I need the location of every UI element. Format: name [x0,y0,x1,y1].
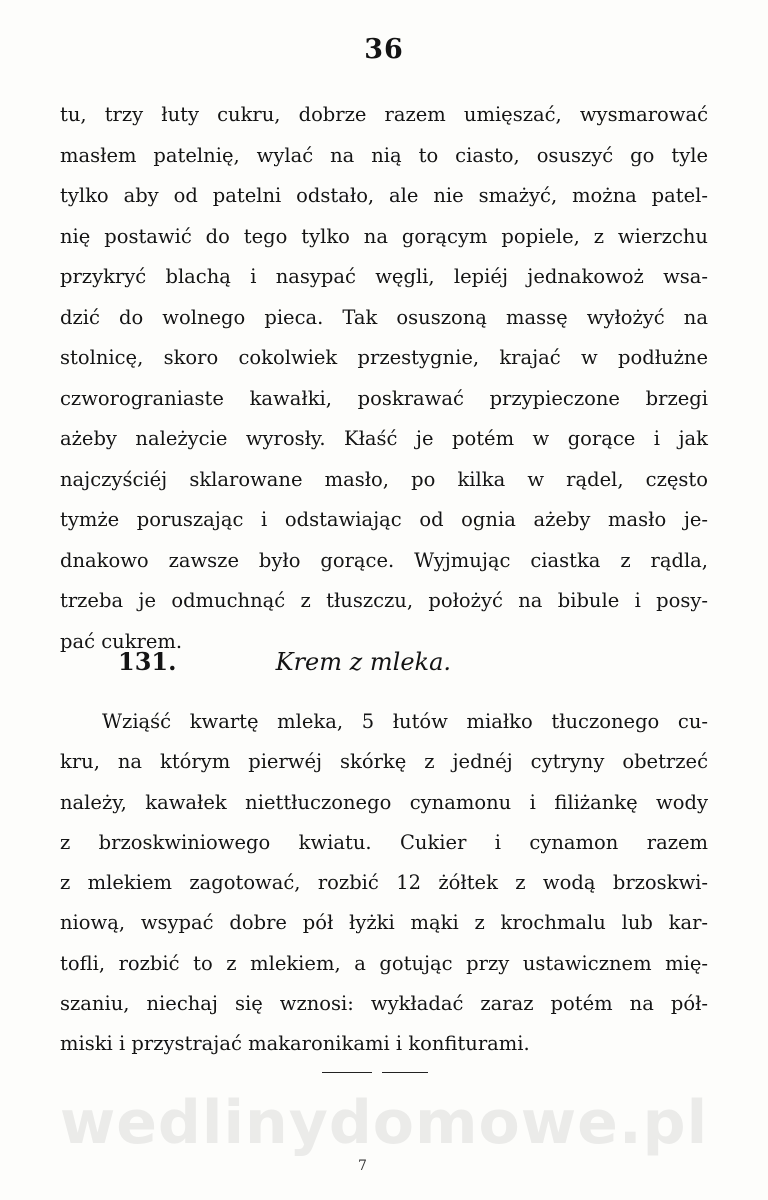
recipe-number: 131. [118,647,177,676]
text-line: tylko aby od patelni odstało, ale nie smażyć, można patel- [60,184,708,207]
text-line: trzeba je odmuchnąć z tłuszczu, położyć na bibule i posy- [60,589,708,612]
text-line: czworograniaste kawałki, poskrawać przypieczone brzegi [60,386,708,410]
text-line: masłem patelnię, wylać na nią to ciasto, osuszyć go tyle [60,143,708,167]
text-line: najczyściéj sklarowane masło, po kilka w rądel, często [60,467,708,491]
text-line: tymże poruszając i odstawiając od ognia ażeby masło je- [60,508,708,531]
text-line: stolnicę, skoro cokolwiek przestygnie, krajać w podłużne [60,346,708,369]
text-line: szaniu, niechaj się wznosi: wykładać zaraz potém na pół- [60,992,708,1016]
recipe-title: Krem z mleka. [275,648,452,676]
text-line: Wziąść kwartę mleka, 5 łutów miałko tłuczonego cu- [102,710,708,733]
text-line: należy, kawałek niettłuczonego cynamonu i filiżankę wody [60,790,708,814]
text-line: z brzoskwiniowego kwiatu. Cukier i cynamon razem [60,830,708,854]
text-line: dzić do wolnego pieca. Tak osuszoną massę wyłożyć na [60,305,708,329]
text-line: z mlekiem zagotować, rozbić 12 żółtek z wodą brzoskwi- [60,871,708,895]
text-line: miski i przystrajać makaronikami i konfiturami. [60,1032,530,1056]
text-line: przykryć blachą i nasypać węgli, lepiéj jednakowoż wsa- [60,265,708,288]
end-rule-right [382,1072,428,1073]
text-line: tu, trzy łuty cukru, dobrze razem umięszać, wysmarować [60,103,708,126]
page-number: 36 [364,34,404,65]
text-line: niową, wsypać dobre pół łyżki mąki z krochmalu lub kar- [60,911,708,935]
footer-mark: 7 [358,1158,367,1174]
paragraph-recipe [60,702,708,1065]
text-line: kru, na którym pierwéj skórkę z jednéj cytryny obetrzeć [60,750,708,774]
text-line: pać cukrem. [60,629,183,653]
text-line: dnakowo zawsze było gorące. Wyjmując ciastka z rądla, [60,548,708,572]
end-rule-left [322,1072,372,1073]
text-line: nię postawić do tego tylko na gorącym popiele, z wierzchu [60,224,708,248]
paragraph-continuation [60,95,708,662]
recipe-heading [118,640,638,684]
text-line: ażeby należycie wyrosły. Kłaść je potém w gorące i jak [60,427,708,450]
text-line: tofli, rozbić to z mlekiem, a gotując przy ustawicznem mię- [60,951,708,975]
watermark: wedlinydomowe.pl [59,1088,709,1158]
